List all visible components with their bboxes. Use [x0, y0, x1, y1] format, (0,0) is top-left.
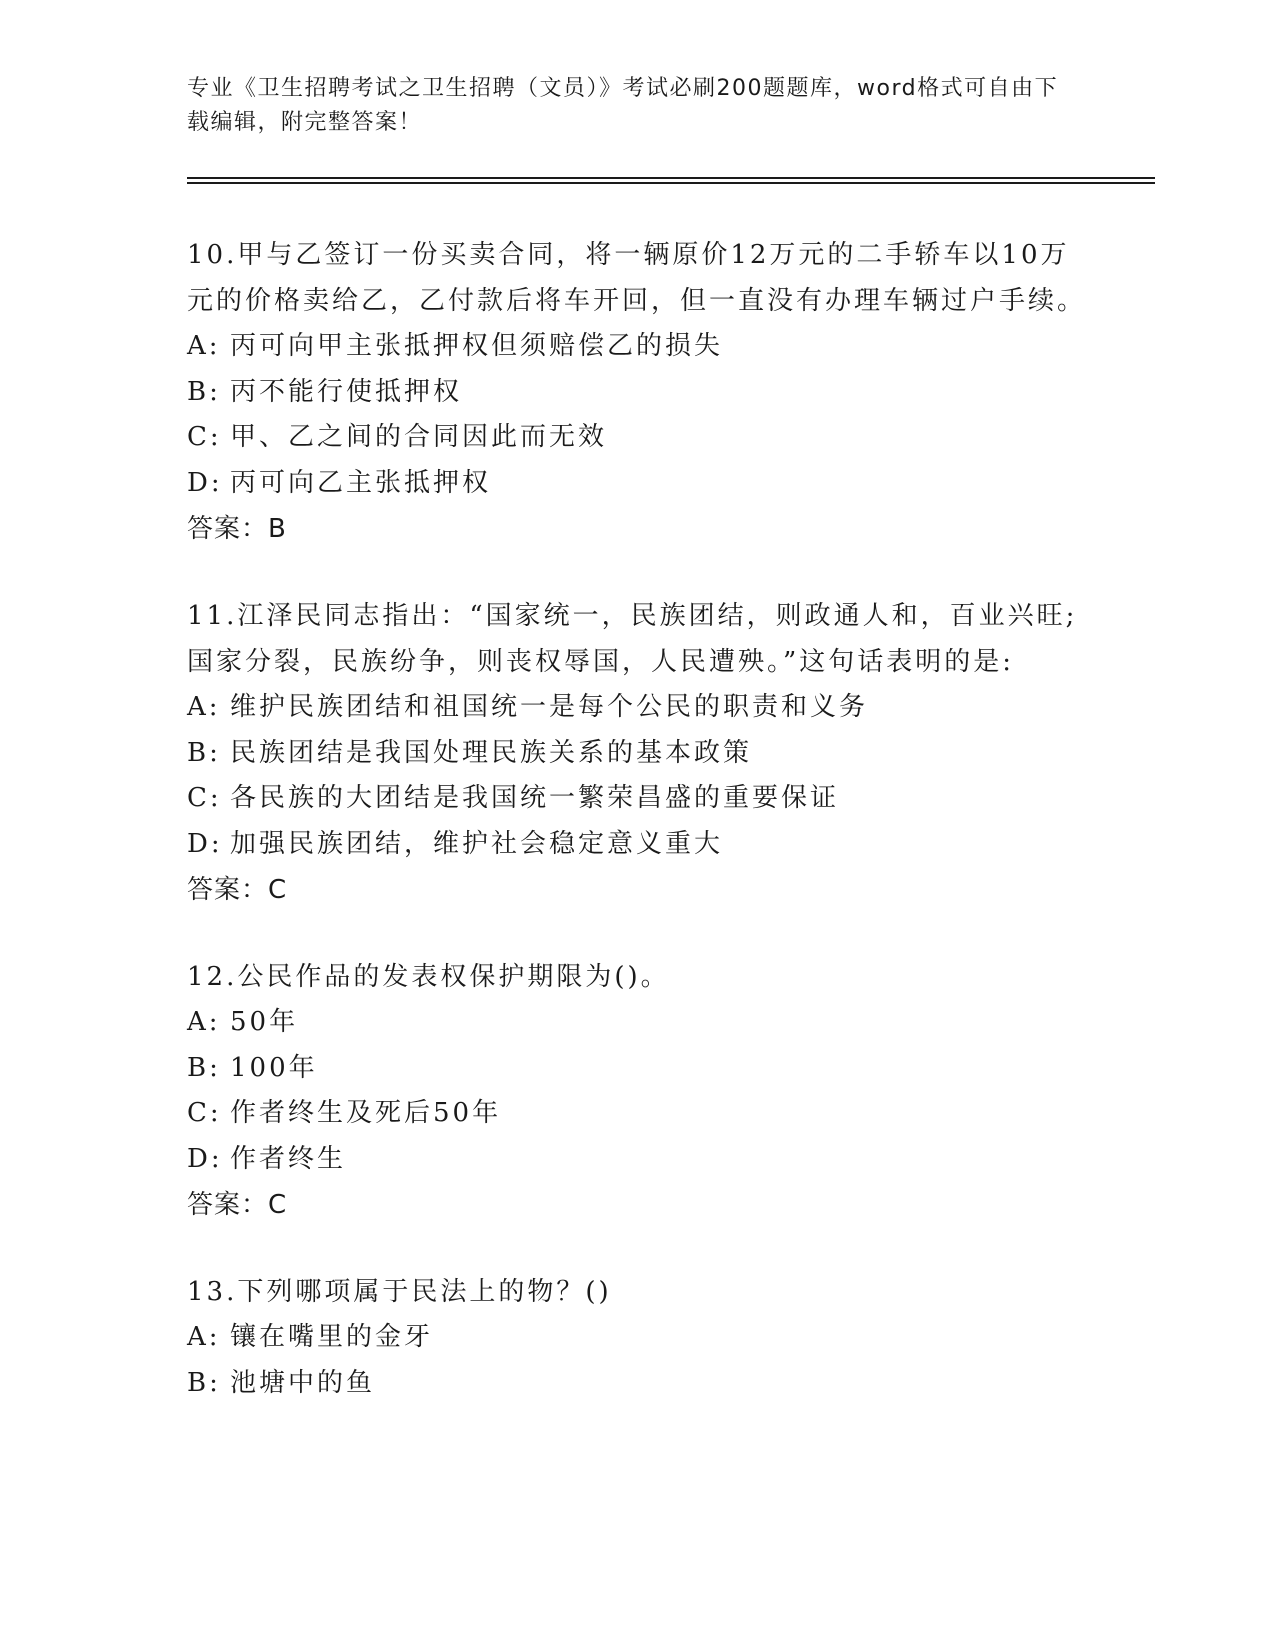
question-12 — [187, 954, 1087, 1228]
option-text: 50年 — [230, 1007, 299, 1037]
option-text: 作者终生 — [230, 1143, 347, 1174]
header-divider-bottom — [187, 182, 1155, 184]
header-divider-top — [187, 177, 1155, 179]
option-letter: D: — [187, 1143, 223, 1174]
option-letter: C: — [187, 1098, 222, 1128]
question-10 — [187, 232, 1087, 552]
option-letter: B: — [187, 1052, 221, 1083]
option-a — [187, 1315, 1087, 1361]
option-c — [187, 1091, 1087, 1137]
option-text: 加强民族团结，维护社会稳定意义重大 — [230, 828, 724, 859]
option-text: 丙不能行使抵押权 — [230, 376, 463, 407]
option-d — [187, 461, 1087, 507]
option-text: 镶在嘴里的金牙 — [230, 1322, 434, 1352]
question-stem: 12.公民作品的发表权保护期限为()。 — [187, 962, 670, 992]
option-text: 丙可向乙主张抵押权 — [230, 467, 492, 498]
answer-line: 答案：C — [187, 1190, 288, 1220]
option-text: 丙可向甲主张抵押权但须赔偿乙的损失 — [230, 331, 724, 361]
question-11 — [187, 593, 1087, 913]
answer-line: 答案：B — [187, 514, 287, 544]
option-a — [187, 685, 1087, 731]
option-text: 民族团结是我国处理民族关系的基本政策 — [230, 737, 753, 768]
question-list — [187, 232, 1087, 1447]
option-text: 各民族的大团结是我国统一繁荣昌盛的重要保证 — [230, 783, 840, 813]
option-d — [187, 822, 1087, 868]
option-text: 作者终生及死后50年 — [230, 1098, 502, 1128]
option-b — [187, 1361, 1087, 1407]
document-intro: 专业《卫生招聘考试之卫生招聘（文员）》考试必刷200题题库，word格式可自由下载编辑，附完整答案！ — [187, 76, 1059, 135]
option-letter: C: — [187, 783, 222, 813]
option-letter: A: — [187, 692, 221, 722]
option-text: 池塘中的鱼 — [230, 1367, 376, 1398]
option-d — [187, 1137, 1087, 1183]
option-c — [187, 776, 1087, 822]
option-letter: C: — [187, 422, 222, 452]
option-b — [187, 731, 1087, 777]
option-letter: D: — [187, 467, 223, 498]
question-13 — [187, 1269, 1087, 1406]
option-a — [187, 1000, 1087, 1046]
option-letter: A: — [187, 1007, 221, 1037]
option-b — [187, 370, 1087, 416]
option-b — [187, 1046, 1087, 1092]
option-letter: B: — [187, 1367, 221, 1398]
question-stem: 11.江泽民同志指出：“国家统一，民族团结，则政通人和，百业兴旺;国家分裂，民族纷争，则丧权辱国，人民遭殃。”这句话表明的是: — [187, 601, 1078, 677]
option-text: 维护民族团结和祖国统一是每个公民的职责和义务 — [230, 692, 869, 722]
question-stem: 10.甲与乙签订一份买卖合同，将一辆原价12万元的二手轿车以10万元的价格卖给乙，乙付款后将车开回，但一直没有办理车辆过户手续。 — [187, 240, 1087, 316]
option-letter: B: — [187, 737, 221, 768]
option-text: 甲、乙之间的合同因此而无效 — [230, 422, 608, 452]
option-a — [187, 324, 1087, 370]
option-c — [187, 415, 1087, 461]
option-letter: D: — [187, 828, 223, 859]
option-letter: B: — [187, 376, 221, 407]
answer-line: 答案：C — [187, 875, 288, 905]
option-letter: A: — [187, 1322, 221, 1352]
option-letter: A: — [187, 331, 221, 361]
option-text: 100年 — [230, 1052, 318, 1083]
question-stem: 13.下列哪项属于民法上的物？() — [187, 1277, 612, 1307]
